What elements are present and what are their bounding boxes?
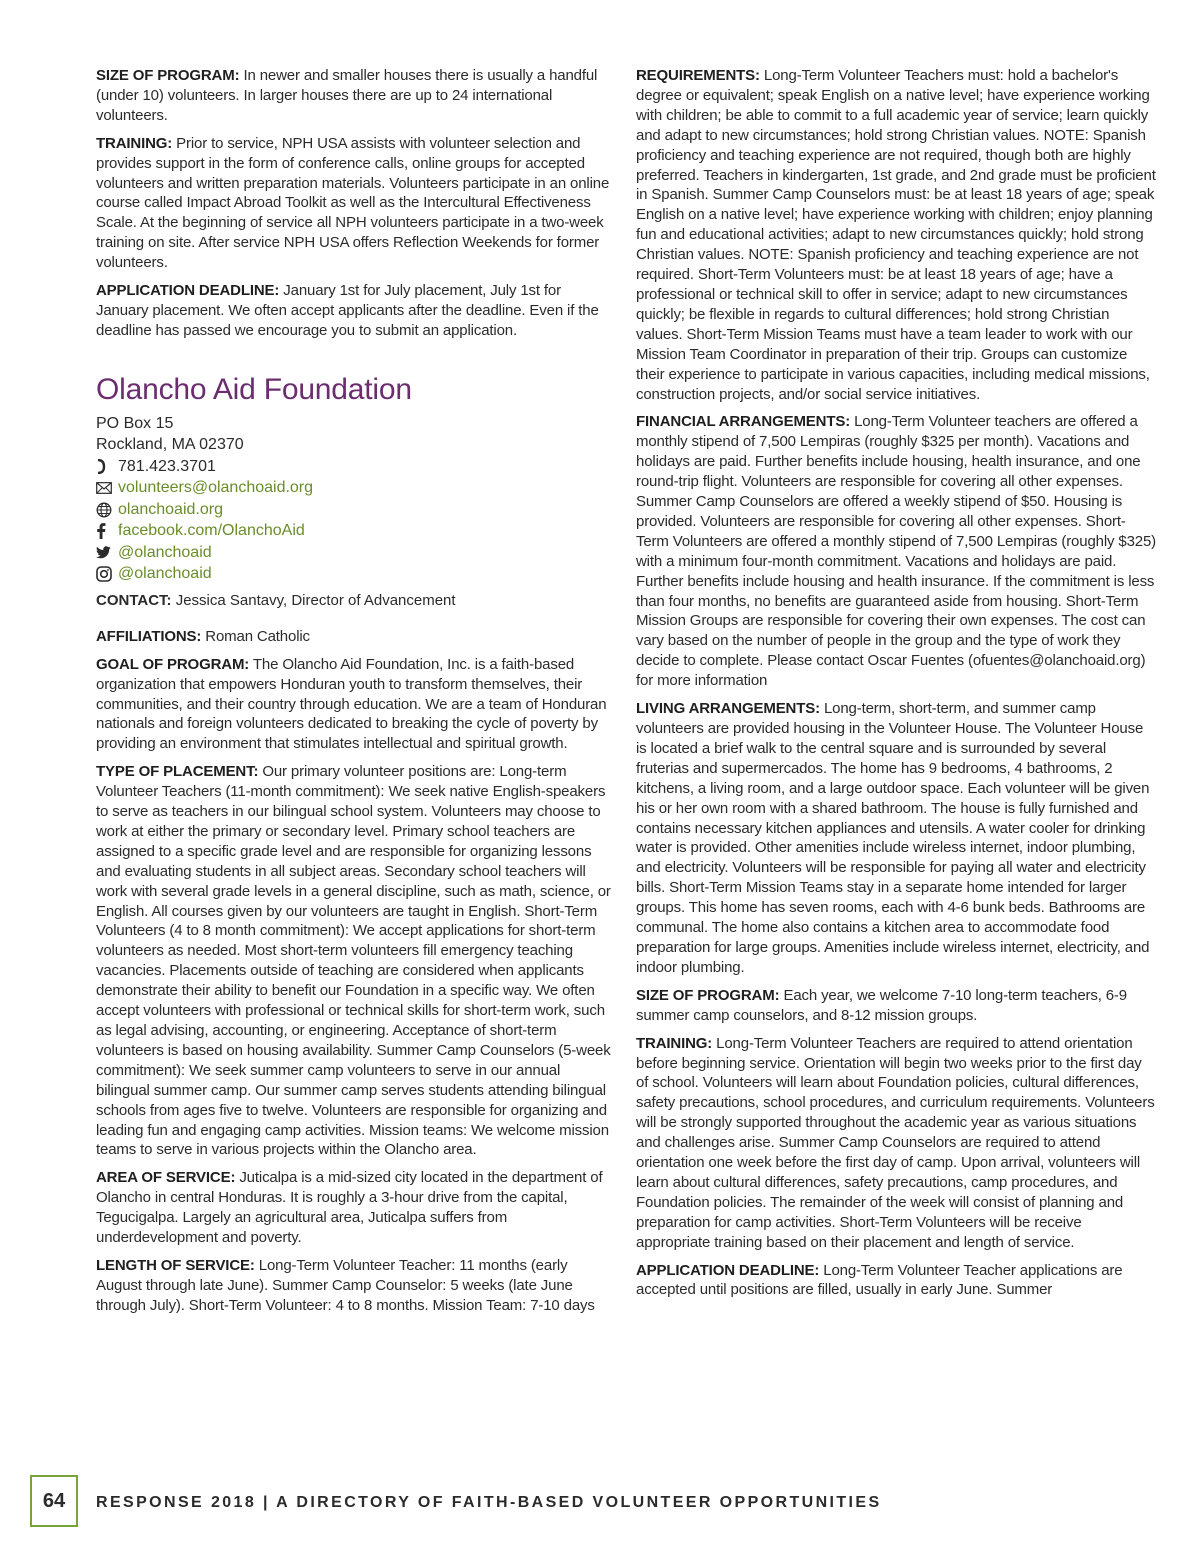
section-application-deadline — [636, 1261, 1156, 1301]
footer-running-title — [96, 1494, 882, 1512]
phone-number: 781.423.3701 — [118, 457, 216, 475]
section-text: Long-term, short-term, and summer camp volunteers are provided housing in the Volunteer House. The Volunteer House is located a brief walk to the central square and is surrounded by several fruterias and supermercados. The home has 9 bedrooms, 4 bathrooms, 2 kitchens, a living room, and a large outdoor space. Each volunteer will be given his or her own room with a shared bathroom. The house is fully furnished and contains necessary kitchen appliances and utensils. A water cooler for drinking water is provided. Other amenities include wireless internet, indoor plumbing, and electricity. Volunteers will be responsible for paying all water and electricity bills. Short-Term Mission Teams stay in a separate home intended for larger groups. This home has seven rooms, each with 4-6 bunk beds. Bathrooms are communal. The home also contains a kitchen area to accommodate food preparation for large groups. Amenities include wireless internet, electricity, and indoor plumbing. — [636, 700, 1150, 976]
section-label: TRAINING: — [636, 1034, 713, 1052]
section-goal-of-program — [96, 655, 612, 755]
section-text: Each year, we welcome 7-10 long-term teachers, 6-9 summer camp counselors, and 8-12 mission groups. — [636, 986, 1127, 1024]
section-area-of-service — [96, 1168, 612, 1248]
section-text: Long-Term Volunteer Teachers are required to attend orientation before beginning service. Orientation will begin two weeks prior to the first day of school. Volunteers will learn about Foundation policies, cultural differences, safety precautions, school procedures, and curriculum requirements. Volunteers will be strongly supported throughout the academic year as various situations and challenges arise. Summer Camp Counselors are required to attend orientation one week before the first day of camp. Upon arrival, volunteers will learn about cultural differences, safety precautions, camp procedures, and Foundation policies. The remainder of the week will consist of planning and preparation for camp activities. Short-Term Volunteers will be receive appropriate training based on their placement and length of service. — [636, 1034, 1155, 1251]
address-line-1: PO Box 15 — [96, 414, 174, 432]
website-line — [96, 499, 612, 521]
address-line-2: Rockland, MA 02370 — [96, 436, 244, 454]
contact-label: CONTACT: — [96, 591, 172, 609]
section-label: GOAL OF PROGRAM: — [96, 655, 250, 673]
email-link[interactable]: volunteers@olanchoaid.org — [118, 479, 314, 497]
section-text: In newer and smaller houses there is usually a handful (under 10) volunteers. In larger houses there are up to 24 international volunteers. — [96, 67, 598, 124]
section-financial-arrangements — [636, 412, 1156, 691]
section-length-of-service — [96, 1256, 612, 1316]
section-label: AFFILIATIONS: — [96, 627, 202, 645]
section-label: REQUIREMENTS: — [636, 67, 760, 84]
phone-icon — [96, 459, 118, 474]
section-label: AREA OF SERVICE: — [96, 1169, 236, 1187]
section-label: APPLICATION DEADLINE: — [96, 282, 280, 300]
section-text: Long-Term Volunteer Teacher: 11 months (early August through late June). Summer Camp Counselor: 5 weeks (late June through July). Short-Term Volunteer: 4 to 8 months. Mission Team: 7-10 days — [96, 1256, 595, 1314]
section-text: Long-Term Volunteer teachers are offered a monthly stipend of 7,500 Lempiras (roughly $325 per month). Vacations and holidays are paid. Further benefits include housing, health insurance, and one round-trip flight. Volunteers are responsible for covering all other expenses. Summer Camp Counselors are offered a weekly stipend of $50. Housing is provided. Volunteers are responsible for covering all other expenses. Short-Term Volunteers are offered a monthly stipend of 7,500 Lempiras (roughly $325) with a minimum four-month commitment. Vacations and holidays are paid. Further benefits include housing and health insurance. If the commitment is less than four months, no benefits are guaranteed aside from housing. Short-Term Mission Groups are responsible for covering their own expenses. The cost can vary based on the number of people in the group and the type of work they decide to complete. Please contact Oscar Fuentes (ofuentes@olanchoaid.org) for more information — [636, 413, 1156, 690]
left-top-sections — [96, 66, 612, 341]
section-text: Our primary volunteer positions are: Long-term Volunteer Teachers (11-month commitment): We seek native English-speakers to serve as teachers in our bilingual school system. Volunteers may choose to work at either the primary or secondary level. Primary school teachers are assigned to a specific grade level and are responsible for organizing lessons and evaluating students in all subject areas. Secondary school teachers will work with several grade levels in a general discipline, such as math, science, or English. All courses given by our volunteers are taught in English. Short-Term Volunteers (4 to 8 month commitment): We accept applications for short-term volunteers as needed. Most short-term volunteers fill emergency teaching vacancies. Placements outside of teaching are considered when applicants demonstrate their ability to benefit our Foundation in a specific way. We often accept volunteers with professional or technical skills for short-term work, such as legal advising, accounting, or engineering. Acceptance of short-term volunteers is based on housing availability. Summer Camp Counselors (5-week commitment): We seek summer camp volunteers to serve in our annual bilingual summer camp. Our summer camp serves students attending bilingual schools from ages five to twelve. Volunteers are responsible for organizing and leading fun and engaging camp activities. Mission teams: We welcome mission teams to serve in various projects within the Olancho area. — [96, 763, 611, 1159]
email-line — [96, 477, 612, 499]
section-size-of-program-prev — [96, 66, 612, 126]
twitter-link[interactable]: @olanchoaid — [118, 543, 212, 561]
page-number: 64 — [42, 1489, 66, 1512]
left-column — [96, 66, 612, 1324]
contact-value: Jessica Santavy, Director of Advancement — [175, 591, 456, 609]
section-type-of-placement — [96, 762, 612, 1160]
section-training — [636, 1034, 1156, 1253]
section-text: Long-Term Volunteer Teacher applications are accepted until positions are filled, usually in early June. Summer — [636, 1261, 1123, 1299]
left-sections — [96, 627, 612, 1316]
footer-publication: RESPONSE 2018 — [96, 1494, 257, 1511]
section-text: Juticalpa is a mid-sized city located in the department of Olancho in central Honduras. It is roughly a 3-hour drive from the capital, Tegucigalpa. Largely an agricultural area, Juticalpa suffers from underdevelopment and poverty. — [96, 1169, 603, 1247]
instagram-line — [96, 563, 612, 585]
section-text: Long-Term Volunteer Teachers must: hold a bachelor's degree or equivalent; speak English on a native level; have experience working with children; be able to commit to a full academic year of service; learn quickly and adapt to new circumstances; hold strong Christian values. NOTE: Spanish proficiency and teaching experience are not required, though both are highly preferred. Teachers in kindergarten, 1st grade, and 2nd grade must be proficient in Spanish. Summer Camp Counselors must: be at least 18 years of age; speak English on a native level; have experience working with children; enjoy planning fun and educational activities; adapt to new circumstances quickly; hold strong Christian values. NOTE: Spanish proficiency and teaching experience are not required. Short-Term Volunteers must: be at least 18 years of age; have a professional or technical skill to offer in service; adapt to new circumstances quickly; be flexible in regards to cultural differences; hold strong Christian values. Short-Term Mission Teams must have a team leader to work with our Mission Team Coordinator in preparation of their trip. Groups can customize their experience to participate in various capacities, including medical missions, construction projects, and/or social service initiatives. — [636, 67, 1156, 403]
instagram-icon — [96, 566, 118, 582]
section-requirements — [636, 66, 1156, 404]
facebook-line — [96, 520, 612, 542]
section-text: Roman Catholic — [205, 627, 310, 645]
twitter-line — [96, 542, 612, 564]
mail-icon — [96, 482, 118, 494]
section-label: SIZE OF PROGRAM: — [636, 986, 780, 1004]
section-label: TRAINING: — [96, 134, 173, 152]
twitter-icon — [96, 546, 118, 559]
section-label: TYPE OF PLACEMENT: — [96, 763, 259, 781]
section-label: APPLICATION DEADLINE: — [636, 1261, 820, 1279]
contact-person — [96, 591, 612, 611]
website-link[interactable]: olanchoaid.org — [118, 500, 223, 518]
section-training-prev — [96, 134, 612, 273]
section-text: The Olancho Aid Foundation, Inc. is a faith-based organization that empowers Honduran youth to transform themselves, their communities, and their country through education. We are a team of Honduran nationals and foreign volunteers dedicated to breaking the cycle of poverty by providing an environment that stimulates intellectual and spiritual growth. — [96, 655, 607, 753]
globe-icon — [96, 502, 118, 518]
section-living-arrangements — [636, 699, 1156, 978]
section-text: Prior to service, NPH USA assists with volunteer selection and provides support in the form of conference calls, online groups for accepted volunteers and written preparation materials. Volunteers participate in an online course called Impact Abroad Toolkit as well as the Intercultural Effectiveness Scale. At the beginning of service all NPH volunteers participate in a two-week training on site. After service NPH USA offers Reflection Weekends for former volunteers. — [96, 134, 610, 272]
section-label: SIZE OF PROGRAM: — [96, 67, 240, 84]
facebook-link[interactable]: facebook.com/OlanchoAid — [118, 522, 305, 540]
section-text: January 1st for July placement, July 1st for January placement. We often accept applicants after the deadline. Even if the deadline has passed we encourage you to submit an application. — [96, 282, 599, 339]
section-label: LENGTH OF SERVICE: — [96, 1256, 255, 1274]
section-application-deadline-prev — [96, 281, 612, 341]
instagram-link[interactable]: @olanchoaid — [118, 565, 212, 583]
org-contact-block — [96, 413, 612, 585]
page-number-box — [30, 1475, 78, 1527]
phone-line — [96, 456, 612, 478]
footer-tagline: A DIRECTORY OF FAITH-BASED VOLUNTEER OPPORTUNITIES — [276, 1494, 882, 1511]
facebook-icon — [96, 523, 118, 539]
section-label: LIVING ARRANGEMENTS: — [636, 700, 820, 718]
footer-separator: | — [263, 1494, 270, 1511]
section-size-of-program — [636, 986, 1156, 1026]
right-column — [636, 66, 1156, 1308]
org-title: Olancho Aid Foundation — [96, 372, 412, 406]
section-affiliations — [96, 627, 612, 647]
section-label: FINANCIAL ARRANGEMENTS: — [636, 413, 851, 431]
